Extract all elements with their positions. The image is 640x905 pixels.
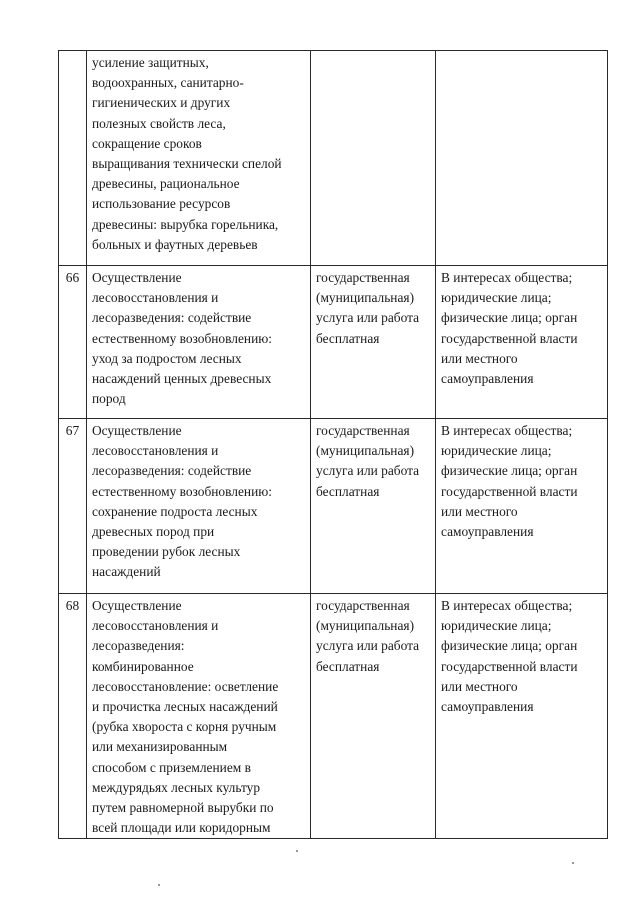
table-row — [59, 419, 608, 594]
consumers-cell — [436, 51, 608, 266]
consumers-cell: В интересах общества; юридические лица; физические лица; орган государственной власти или местного самоуправления — [436, 266, 608, 419]
table-row — [59, 594, 608, 839]
row-number: 68 — [59, 594, 87, 839]
service-type-cell: государственная (муниципальная) услуга или работа бесплатная — [311, 266, 436, 419]
service-type-cell: государственная (муниципальная) услуга или работа бесплатная — [311, 419, 436, 594]
scan-speck — [296, 850, 298, 852]
activity-cell: Осуществление лесовосстановления и лесоразведения: содействие естественному возобновлению: уход за подростом лесных насаждений ценных древесных пород — [87, 266, 311, 419]
activity-cell: Осуществление лесовосстановления и лесоразведения: комбинированное лесовосстановление: осветление и прочистка лесных насаждений (рубка хвороста с корня ручным или механизированным способом с приземлением в междурядьях лесных культур путем равномерной вырубки по всей площади или коридорным — [87, 594, 311, 839]
scan-speck — [572, 862, 574, 864]
activity-cell: усиление защитных, водоохранных, санитарно- гигиенических и других полезных свойств леса, сокращение сроков выращивания технически спелой древесины, рациональное использование ресурсов древесины: вырубка горельника, больных и фаутных деревьев — [87, 51, 311, 266]
consumers-cell: В интересах общества; юридические лица; физические лица; орган государственной власти или местного самоуправления — [436, 419, 608, 594]
consumers-cell: В интересах общества; юридические лица; физические лица; орган государственной власти или местного самоуправления — [436, 594, 608, 839]
service-type-cell — [311, 51, 436, 266]
services-table — [58, 50, 608, 839]
table-row — [59, 266, 608, 419]
table-row — [59, 51, 608, 266]
row-number: 66 — [59, 266, 87, 419]
row-number — [59, 51, 87, 266]
row-number: 67 — [59, 419, 87, 594]
service-type-cell: государственная (муниципальная) услуга или работа бесплатная — [311, 594, 436, 839]
scan-speck — [158, 884, 160, 886]
activity-cell: Осуществление лесовосстановления и лесоразведения: содействие естественному возобновлению: сохранение подроста лесных древесных пород при проведении рубок лесных насаждений — [87, 419, 311, 594]
